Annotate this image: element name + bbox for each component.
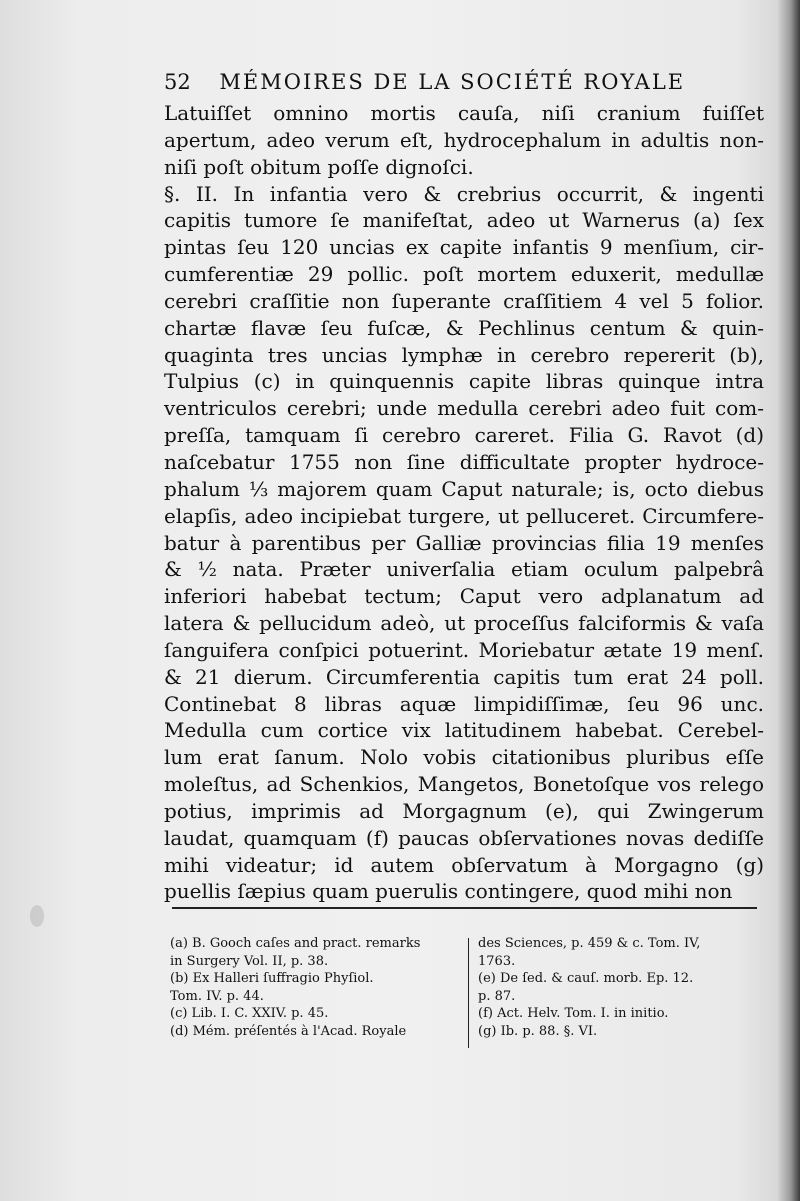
text-line: elapſis, adeo incipiebat turgere, ut pelluceret. Circumfere- bbox=[164, 503, 764, 528]
footnote-line: (c) Lib. I. C. XXIV. p. 45. bbox=[170, 1006, 329, 1021]
footnote-line: (a) B. Gooch caſes and pract. remarks bbox=[170, 936, 421, 951]
text-line: batur à parentibus per Galliæ provincias filia 19 menſes bbox=[164, 530, 764, 555]
footnote-line: (b) Ex Halleri ſuffragio Phyſiol. bbox=[170, 971, 374, 986]
text-line: Medulla cum cortice vix latitudinem habebat. Cerebel- bbox=[164, 718, 764, 743]
text-line: inferiori habebat tectum; Caput vero adplanatum ad bbox=[164, 584, 764, 609]
text-line: cerebri craſſitie non ſuperante craſſitiem 4 vel 5 folior. bbox=[164, 288, 764, 313]
text-line: apertum, adeo verum eſt, hydrocephalum in adultis non- bbox=[164, 127, 764, 152]
text-line: Tulpius (c) in quinquennis capite libras quinque intra bbox=[164, 369, 764, 394]
text-line: capitis tumore ſe manifeſtat, adeo ut Warnerus (a) ſex bbox=[164, 208, 764, 233]
text-line: pintas ſeu 120 uncias ex capite infantis 9 menſium, cir- bbox=[164, 235, 764, 260]
text-line: naſcebatur 1755 non ſine difficultate propter hydroce- bbox=[164, 449, 764, 474]
page-binding-shadow bbox=[776, 0, 800, 1201]
running-header bbox=[164, 70, 754, 94]
footnote-line: des Sciences, p. 459 & c. Tom. IV, bbox=[478, 936, 701, 951]
running-title: MÉMOIRES DE LA SOCIÉTÉ ROYALE bbox=[219, 70, 686, 94]
text-line: ſanguifera conſpici potuerint. Moriebatur ætate 19 menſ. bbox=[164, 637, 764, 662]
text-line: phalum ⅓ majorem quam Caput naturale; is, octo diebus bbox=[164, 476, 764, 501]
text-line: Continebat 8 libras aquæ limpidiſſimæ, ſeu 96 unc. bbox=[164, 691, 764, 716]
text-line: chartæ flavæ ſeu fuſcæ, & Pechlinus centum & quin- bbox=[164, 315, 764, 340]
text-line: potius, imprimis ad Morgagnum (e), qui Zwingerum bbox=[164, 798, 764, 823]
text-line: moleſtus, ad Schenkios, Mangetos, Bonetoſque vos relego bbox=[164, 772, 764, 797]
text-line: & ½ nata. Præter univerſalia etiam oculum palpebrâ bbox=[164, 557, 764, 582]
footnote-column-divider bbox=[468, 938, 469, 1048]
text-line: puellis ſæpius quam puerulis contingere, quod mihi non bbox=[164, 879, 733, 904]
text-line: ventriculos cerebri; unde medulla cerebri adeo fuit com- bbox=[164, 396, 764, 421]
main-text bbox=[164, 100, 764, 905]
page-number: 52 bbox=[164, 70, 191, 94]
footnote-line: in Surgery Vol. II, p. 38. bbox=[170, 953, 329, 969]
text-line: Latuiſſet omnino mortis cauſa, niſi cranium fuiſſet bbox=[164, 101, 764, 125]
page-stain bbox=[30, 905, 44, 927]
text-line: niſi poſt obitum poſſe dignoſci. bbox=[164, 154, 474, 179]
footnotes-right-column bbox=[478, 935, 763, 1040]
text-line: §. II. In infantia vero & crebrius occurrit, & ingenti bbox=[164, 181, 764, 206]
footnote-line: (e) De ſed. & cauſ. morb. Ep. 12. bbox=[478, 971, 694, 986]
text-line: laudat, quamquam (f) paucas obſervationes novas dediſſe bbox=[164, 825, 764, 850]
text-line: lum erat ſanum. Nolo vobis citationibus pluribus eſſe bbox=[164, 745, 764, 770]
footnote-rule bbox=[172, 907, 757, 909]
text-line: cumferentiæ 29 pollic. poſt mortem eduxerit, medullæ bbox=[164, 262, 764, 287]
footnote-line: (d) Mém. préſentés à l'Acad. Royale bbox=[170, 1023, 407, 1039]
footnotes-left-column bbox=[170, 935, 460, 1040]
footnote-line: (g) Ib. p. 88. §. VI. bbox=[478, 1023, 598, 1039]
footnote-line: Tom. IV. p. 44. bbox=[170, 988, 264, 1004]
text-line: & 21 dierum. Circumferentia capitis tum erat 24 poll. bbox=[164, 664, 764, 689]
text-line: quaginta tres uncias lymphæ in cerebro repererit (b), bbox=[164, 342, 764, 367]
text-line: latera & pellucidum adeò, ut proceſſus falciformis & vaſa bbox=[164, 611, 764, 636]
footnote-line: p. 87. bbox=[478, 988, 516, 1004]
footnote-line: (f) Act. Helv. Tom. I. in initio. bbox=[478, 1006, 669, 1021]
text-line: mihi videatur; id autem obſervatum à Morgagno (g) bbox=[164, 852, 764, 877]
text-line: preſſa, tamquam ſi cerebro careret. Filia G. Ravot (d) bbox=[164, 423, 764, 448]
footnote-line: 1763. bbox=[478, 953, 516, 969]
